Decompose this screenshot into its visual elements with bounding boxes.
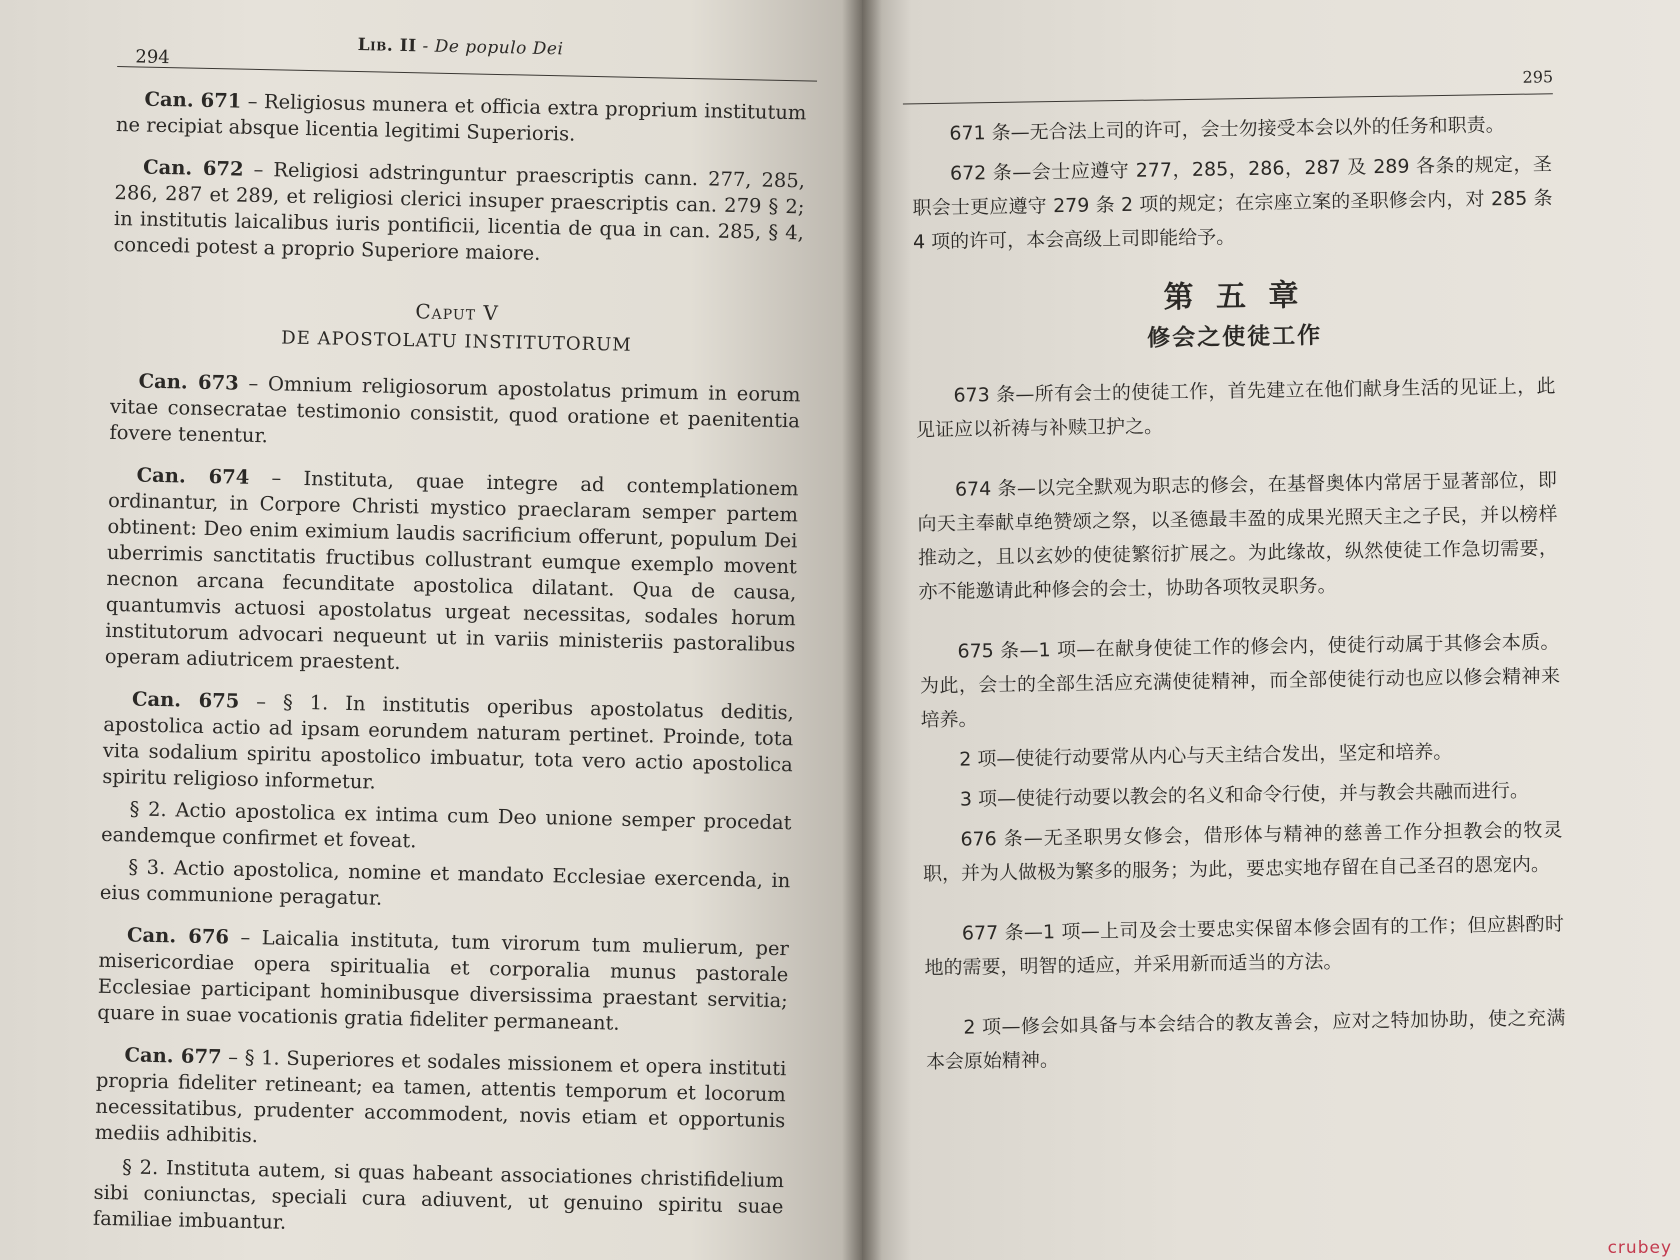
canon-label: Can. 671 [144,87,242,113]
canon-673 [109,368,800,460]
left-page-number: 294 [135,46,170,69]
canon-text: – Omnium religiosorum apostolatus primum in eorum vitae consecratae testimonio consistit, quod oratione et paenitentia fovere tenentur. [109,371,801,448]
canon-text: – Religiosus munera et officia extra proprium institutum ne recipiat absque licentia legitimi Superioris. [115,89,807,146]
canon-675-section-3: § 3. Actio apostolica, nomine et mandato Ecclesiae exercenda, in eius communione peragatur. [99,855,791,910]
book-gutter-shadow [842,0,882,1260]
article-671: 671 条—无合法上司的许可，会士勿接受本会以外的任务和职责。 [949,114,1505,145]
article-675-3: 3 项—使徒行动要以教会的名义和命令行使，并与教会共融而进行。 [959,779,1530,811]
canon-675 [102,686,794,804]
article-675-2: 2 项—使徒行动要常从内心与天主结合发出，坚定和培养。 [959,740,1453,771]
article-673: 673 条—所有会士的使徒工作，首先建立在他们献身生活的见证上，此见证应以祈祷与补赎卫护之。 [915,375,1556,442]
running-head-lib: Lib. II [357,35,417,57]
canon-671 [116,86,807,152]
canon-674 [105,462,799,684]
chapter-label-chinese: 第 五 章 [1163,278,1305,316]
canon-label: Can. 677 [124,1043,222,1069]
canon-label: Can. 673 [138,369,239,395]
running-head [357,35,563,59]
canon-text: – Religiosi adstringuntur praescriptis cann. 277, 285, 286, 287 et 289, et religiosi clerici insuper praescriptis can. 279 § 2; in institutis laicalibus iuris pontificii, licentia de qua in can. 285, § 4, concedi potest a proprio Superiore maiore. [113,157,806,265]
right-page [862,0,1680,1260]
canon-672 [113,154,805,272]
right-page-content [902,40,1632,1074]
right-page-number: 295 [1522,67,1554,87]
right-body-text [911,107,1566,1085]
left-body-text [93,86,807,1252]
right-header-rule [903,93,1553,104]
canon-text: – Laicalia instituta, tum virorum tum mulierum, per misericordiae opera spiritualia et corporalia munus pastorale Ecclesiae participant hominibusque diversissima praestant servitia; quare in suae vocationis gratia fideliter permaneant. [97,925,790,1035]
canon-label: Can. 672 [142,155,244,181]
article-676: 676 条—无圣职男女修会，借形体与精神的慈善工作分担教会的牧灵职，并为人做极为繁多的服务；为此，要忠实地存留在自己圣召的恩宠内。 [922,819,1563,886]
canon-677-section-2: § 2. Instituta autem, si quas habeant associationes christifidelium sibi coniunctas, speciali cura adiuvent, ut genuino spiritu suae familiae imbuantur. [92,1155,785,1234]
canon-text: – § 1. In institutis operibus apostolatus deditis, apostolica actio ad ipsam eorundem naturam pertinet. Proinde, tota vita sodalium spiritu apostolico imbuatur, tota vero actio apostolica spiritu religioso informetur. [102,689,795,794]
article-672: 672 条—会士应遵守 277，285，286，287 及 289 各条的规定，圣职会士更应遵守 279 条 2 项的规定；在宗座立案的圣职修会内，对 285 条 4 项的许可，本会高级上司即能给予。 [912,153,1553,254]
left-page-content [92,28,807,1234]
canon-text: – § 1. Superiores et sodales missionem et opera instituti propria fideliter retineant; ea tamen, attentis temporum et locorum necessitatibus, prudenter accommodent, novis etiam et opportunis mediis adhibitis. [94,1045,787,1148]
article-677-2: 2 项—修会如具备与本会结合的教友善会，应对之特加协助，使之充满本会原始精神。 [925,1007,1566,1074]
canon-675-section-2: § 2. Actio apostolica ex intima cum Deo unione semper procedat eandemque confirmet et foveat. [100,797,792,853]
running-head-title: - De populo Dei [416,36,564,60]
chapter-label-latin: Caput V [415,299,500,326]
canon-677 [95,1042,787,1160]
canon-676 [97,922,789,1040]
canon-text: – Instituta, quae integre ad contemplationem ordinantur, in Corpore Christi mystico praeclaram semper partem obtinent: Deo enim eximium laudis sacrificium offerunt, populum Dei uberrimis sanctitatis fructibus collustrant eumque exemplo movent necnon arcana fecunditate apostolica dilatant. Qua de causa, quantumvis actuosi apostolatus urgeat necessitas, sodales horum institutorum advocari nequeunt ut in variis ministeriis pastoralibus operam adiutricem praestent. [104,465,799,675]
canon-label: Can. 674 [136,463,250,489]
chapter-title-chinese: 修会之使徒工作 [1146,322,1323,352]
canon-label: Can. 675 [131,687,240,713]
chapter-title-latin: DE APOSTOLATU INSTITUTORUM [281,327,632,356]
watermark-text: crubey [1607,1238,1672,1258]
article-674: 674 条—以完全默观为职志的修会，在基督奥体内常居于显著部位，即向天主奉献卓绝赞颂之祭，以圣德最丰盈的成果光照天主之子民，并以榜样推动之，且以玄妙的使徒繁衍扩展之。为此缘故，纵然使徒工作急切需要，亦不能邀请此种修会的会士，协助各项牧灵职务。 [917,469,1559,604]
article-675-1: 675 条—1 项—在献身使徒工作的修会内，使徒行动属于其修会本质。为此，会士的全部生活应充满使徒精神，而全部使徒行动也应以修会精神来培养。 [919,631,1561,732]
article-677-1: 677 条—1 项—上司及会士要忠实保留本修会固有的工作；但应斟酌时地的需要，明智的适应，并采用新而适当的方法。 [924,913,1565,980]
canon-label: Can. 676 [126,923,230,949]
left-running-header [117,28,807,72]
